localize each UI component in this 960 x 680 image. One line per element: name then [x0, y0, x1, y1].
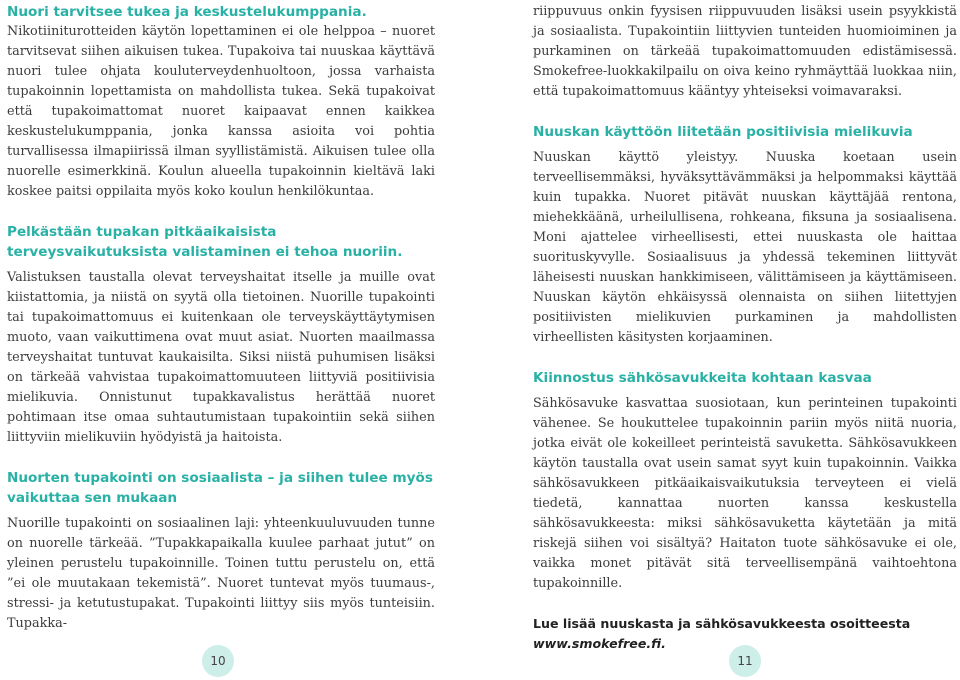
body-paragraph: Valistuksen taustalla olevat terveyshaitat itselle ja muille ovat kiistattomia, ja niistä on syytä olla tietoinen. Nuorille tupakointi tai tupakoimattomuus ei kuitenkaan ole terveyskäyttäytymisen muoto, vaan vaikuttimena ovat muut asiat. Nuorten maailmassa terveyshaitat tuntuvat kaukaisilta. Siksi niistä puhumisen lisäksi on tärkeää vahvistaa tupakoimattomuuteen liittyviä positiivisia mielikuvia. Onnistunut tupakkavalistus herättää nuoret pohtimaan itse omaa suhtautumistaan tupakointiin sekä siihen liittyviin mielikuviin hyödyistä ja haitoista.	[7, 270, 435, 445]
page-number-badge: 10	[202, 645, 234, 677]
section-heading: Nuuskan käyttöön liitetään positiivisia mielikuvia	[533, 124, 913, 140]
spacer	[533, 102, 957, 122]
spacer	[7, 448, 435, 468]
body-paragraph: Sähkösavuke kasvattaa suosiotaan, kun perinteinen tupakointi vähenee. Se houkuttelee tupakoinnin pariin myös niitä nuoria, jotka eivät ole kokeilleet perinteistä savuketta. Sähkösavukkeen käytön taustalla ovat usein samat syyt kuin tupakoinnin. Vaikka sähkösavukkeen pitkäaikaisvaikutuksia terveyteen ei vielä tiedetä, kannattaa nuorten kanssa keskustella sähkösavukkeesta: miksi sähkösavuketta käytetään ja mitä riskejä siihen voi sisältyä? Haitaton tuote sähkösavuke ei ole, vaikka monet pitävät sitä terveellisempänä vaihtoehtona tupakoinnille.	[533, 396, 957, 591]
spacer	[7, 202, 435, 222]
smokefree-link[interactable]: www.smokefree.fi.	[533, 636, 666, 651]
body-paragraph: Nikotiiniturotteiden käytön lopettaminen ei ole helppoa – nuoret tarvitsevat siihen aikuisen tukea. Tupakoiva tai nuuskaa käyttävä nuori tulee ohjata kouluterveydenhuoltoon, jossa varhaista tupakoinnin lopettamista on mahdollista tukea. Sekä tupakoivat että tupakoimattomat nuoret kaipaavat ennen kaikkea keskustelukumppania, jonka kanssa asioita voi pohtia turvallisessa ilmapiirissä ilman syyllistämistä. Aikuisen tulee olla nuorelle esimerkkinä. Koulun alueella tupakoinnin kieltävä laki koskee paitsi oppilaita myös koko koulun henkilökuntaa.	[7, 24, 435, 199]
spacer	[533, 348, 957, 368]
body-paragraph: Nuuskan käyttö yleistyy. Nuuska koetaan usein terveellisemmäksi, hyväksyttävämmäksi ja helpommaksi käyttää kuin tupakka. Nuoret pitävät nuuskan käyttäjää rentona, miehekkäänä, urheilullisena, rohkeana, fiksuna ja sosiaalisena. Moni ajattelee virheellisesti, ettei nuuskasta ole haittaa suorituskyvylle. Sosiaalisuus ja yhdessä tekeminen liittyvät läheisesti nuuskan hankkimiseen, välittämiseen ja käyttämiseen. Nuuskan käytön ehkäisyssä olennaista on siihen liitettyjen positiivisten mielikuvien purkaminen ja mahdollisten virheellisten käsitysten korjaaminen.	[533, 150, 957, 345]
section-heading: Nuori tarvitsee tukea ja keskustelukumppania.	[7, 4, 367, 20]
section-heading: Pelkästään tupakan pitkäaikaisista terveysvaikutuksista valistaminen ei tehoa nuoriin.	[7, 224, 403, 260]
spacer	[533, 594, 957, 614]
left-page-column	[7, 2, 435, 634]
right-page-column	[533, 2, 957, 654]
section-heading: Kiinnostus sähkösavukkeita kohtaan kasvaa	[533, 370, 872, 386]
body-paragraph: riippuvuus onkin fyysisen riippuvuuden lisäksi usein psyykkistä ja sosiaalista. Tupakointiin liittyvien tunteiden huomioiminen ja purkaminen on tärkeää tupakoimattomuuden edistämisessä. Smokefree-luokkakilpailu on oiva keino ryhmäyttää luokkaa niin, että tupakoimattomuus kääntyy yhteiseksi voimavaraksi.	[533, 4, 957, 99]
body-paragraph: Nuorille tupakointi on sosiaalinen laji: yhteenkuuluvuuden tunne on nuorelle tärkeää. ”Tupakkapaikalla kuulee parhaat jutut” on yleinen perustelu tupakoinnille. Toinen tuttu perustelu on, että ”ei ole muutakaan tekemistä”. Nuoret tuntevat myös tuumaus-, stressi- ja ketutustupakat. Tupakointi liittyy siis myös tunteisiin. Tupakka-	[7, 516, 435, 631]
read-more-text: Lue lisää nuuskasta ja sähkösavukkeesta osoitteesta	[533, 616, 911, 631]
page-number-badge: 11	[729, 645, 761, 677]
section-heading: Nuorten tupakointi on sosiaalista – ja siihen tulee myös vaikuttaa sen mukaan	[7, 470, 433, 506]
